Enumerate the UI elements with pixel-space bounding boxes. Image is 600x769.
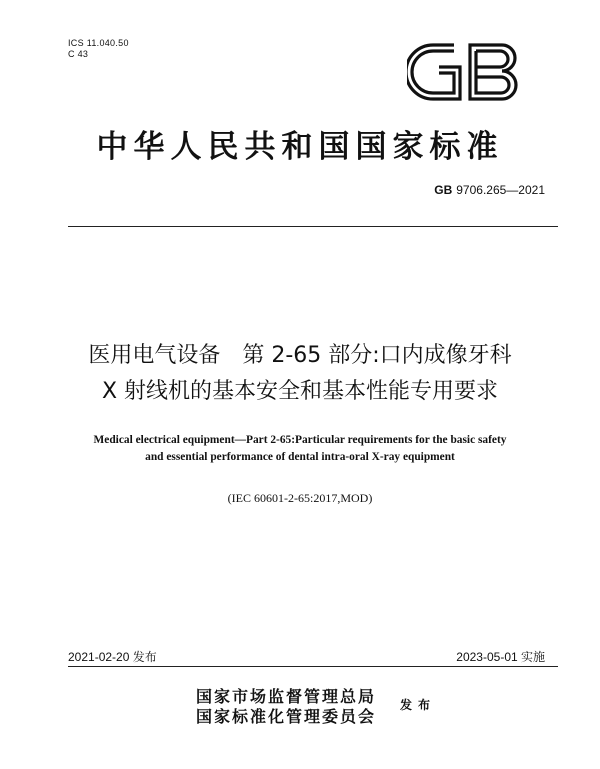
footer-divider <box>68 666 558 667</box>
standard-number <box>434 183 545 197</box>
gb-logo-text: GB <box>407 43 409 44</box>
chinese-title-line1: 医用电气设备 第 2-65 部分:口内成像牙科 <box>88 343 512 368</box>
standard-number-value: 9706.265—2021 <box>456 183 545 197</box>
english-title-line1: Medical electrical equipment—Part 2-65:Particular requirements for the basic safety <box>93 434 507 446</box>
header-divider <box>68 226 558 227</box>
ics-code: ICS 11.040.50 <box>68 38 129 48</box>
issue-date: 2021-02-20 发布 <box>68 650 157 664</box>
issue-action: 发布 <box>400 698 437 712</box>
standard-number-prefix: GB <box>434 183 453 197</box>
implementation-date: 2023-05-01 实施 <box>456 650 545 664</box>
equivalence-note: (IEC 60601-2-65:2017,MOD) <box>227 491 373 505</box>
ccs-code: C 43 <box>68 49 89 59</box>
chinese-title-line2: X 射线机的基本安全和基本性能专用要求 <box>101 379 499 404</box>
issuer-line1: 国家市场监督管理总局 <box>196 687 377 706</box>
classification-codes <box>68 38 129 60</box>
gb-logo <box>407 43 525 101</box>
issuer-line2: 国家标准化管理委员会 <box>196 707 377 726</box>
standard-type-title: 中华人民共和国国家标准 <box>96 129 504 165</box>
english-title-line2: and essential performance of dental intra-oral X-ray equipment <box>145 451 455 463</box>
